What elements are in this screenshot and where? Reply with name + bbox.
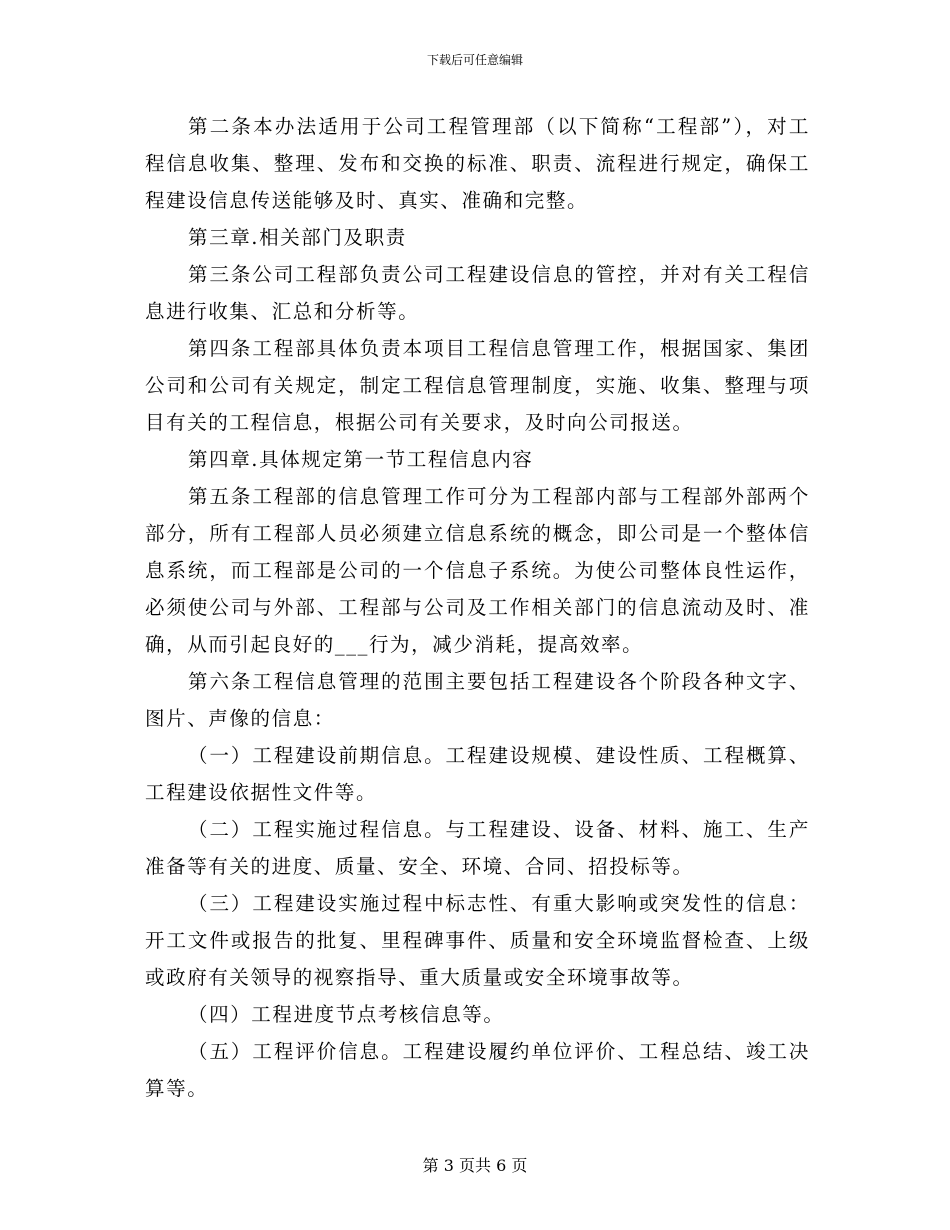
heading-chapter-4: 第四章.具体规定第一节工程信息内容 (188, 448, 534, 471)
paragraph-article-5: 第五条工程部的信息管理工作可分为工程部内部与工程部外部两个部分，所有工程部人员必须建立信息系统的概念，即公司是一个整体信息系统，而工程部是公司的一个信息子系统。为使公司整体良性运作，必须使公司与外部、工程部与公司及工作相关部门的信息流动及时、准确，从而引起良好的___行为，减少消耗，提高效率。 (145, 485, 810, 656)
list-item-1: （一）工程建设前期信息。工程建设规模、建设性质、工程概算、工程建设依据性文件等。 (145, 744, 810, 804)
paragraph-article-6: 第六条工程信息管理的范围主要包括工程建设各个阶段各种文字、图片、声像的信息： (145, 670, 810, 730)
paragraph-article-4: 第四条工程部具体负责本项目工程信息管理工作，根据国家、集团公司和公司有关规定，制定工程信息管理制度，实施、收集、整理与项目有关的工程信息，根据公司有关要求，及时向公司报送。 (145, 337, 810, 434)
page-footer: 第 3 页共 6 页 (422, 1156, 528, 1175)
list-item-4: （四）工程进度节点考核信息等。 (188, 1003, 505, 1026)
list-item-5: （五）工程评价信息。工程建设履约单位评价、工程总结、竣工决算等。 (145, 1040, 810, 1100)
list-item-2: （二）工程实施过程信息。与工程建设、设备、材料、施工、生产准备等有关的进度、质量、安全、环境、合同、招投标等。 (145, 818, 810, 878)
paragraph-article-2: 第二条本办法适用于公司工程管理部（以下简称“工程部”），对工程信息收集、整理、发布和交换的标准、职责、流程进行规定，确保工程建设信息传送能够及时、真实、准确和完整。 (145, 115, 810, 212)
paragraph-article-3: 第三条公司工程部负责公司工程建设信息的管控，并对有关工程信息进行收集、汇总和分析等。 (145, 263, 810, 323)
heading-chapter-3: 第三章.相关部门及职责 (188, 226, 407, 249)
page-header: 下载后可任意编辑 (426, 53, 523, 67)
document-body (145, 108, 810, 1107)
list-item-3: （三）工程建设实施过程中标志性、有重大影响或突发性的信息：开工文件或报告的批复、里程碑事件、质量和安全环境监督检查、上级或政府有关领导的视察指导、重大质量或安全环境事故等。 (145, 892, 810, 989)
